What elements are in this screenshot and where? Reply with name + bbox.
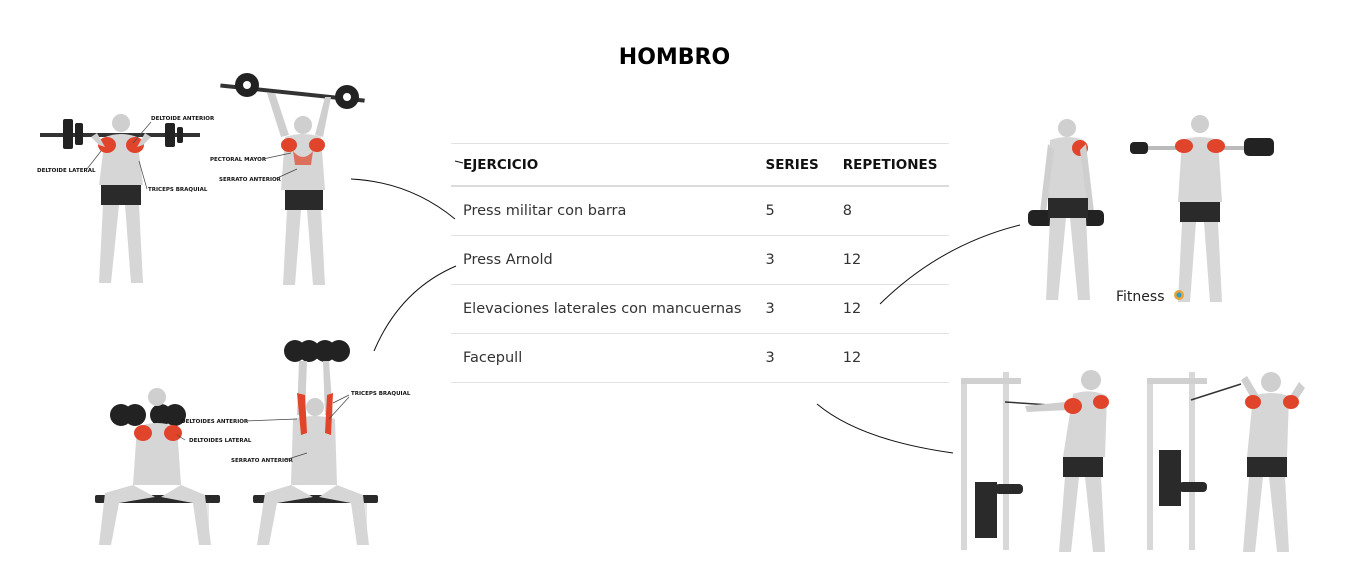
cell-exercise: Elevaciones laterales con mancuernas	[451, 285, 753, 334]
facepull-illustration	[955, 362, 1315, 557]
table-header-row	[451, 144, 949, 187]
cell-exercise: Facepull	[451, 334, 753, 383]
label-deltoide-anterior: DELTOIDE ANTERIOR	[151, 116, 215, 122]
figure-arnold-top	[253, 340, 378, 545]
cell-series: 3	[753, 334, 830, 383]
cell-reps: 12	[831, 334, 950, 383]
header-reps: REPETIONES	[831, 144, 950, 187]
figure-barbell-front-rack	[40, 114, 200, 283]
table-row	[451, 334, 949, 383]
figure-facepull-start	[961, 370, 1109, 552]
table-row	[451, 236, 949, 285]
cell-exercise: Press Arnold	[451, 236, 753, 285]
watermark-text: Fitness	[1116, 289, 1165, 305]
figure-arnold-start	[95, 388, 220, 545]
label-triceps-braquial: TRICEPS BRAQUIAL	[148, 187, 208, 193]
label-serrato-anterior: SERRATO ANTERIOR	[231, 458, 293, 464]
cell-reps: 12	[831, 236, 950, 285]
page-title: HOMBRO	[618, 45, 731, 70]
figure-facepull-end	[1147, 372, 1305, 552]
cell-reps: 8	[831, 186, 950, 236]
cell-series: 5	[753, 186, 830, 236]
cell-series: 3	[753, 285, 830, 334]
cell-exercise: Press militar con barra	[451, 186, 753, 236]
label-deltoides-anterior: DELTOIDES ANTERIOR	[181, 419, 249, 425]
header-exercise: EJERCICIO	[451, 144, 753, 187]
exercise-table	[451, 143, 949, 383]
fitness-watermark	[1116, 289, 1184, 305]
table-row	[451, 285, 949, 334]
military-press-illustration	[35, 65, 370, 295]
label-pectoral-mayor: PECTORAL MAYOR	[210, 157, 267, 163]
cell-reps: 12	[831, 285, 950, 334]
lateral-raise-illustration	[1020, 112, 1285, 312]
cell-series: 3	[753, 236, 830, 285]
table-row	[451, 186, 949, 236]
label-serrato-anterior: SERRATO ANTERIOR	[219, 177, 281, 183]
connector-facepull	[817, 404, 953, 453]
label-deltoides-lateral: DELTOIDES LATERAL	[189, 438, 252, 444]
figure-lateral-raise-start	[1028, 119, 1104, 300]
arnold-press-illustration	[85, 335, 411, 560]
figure-lateral-raise-top	[1130, 115, 1274, 302]
label-deltoide-lateral: DELTOIDE LATERAL	[37, 168, 96, 174]
label-triceps-braquial: TRICEPS BRAQUIAL	[351, 391, 411, 397]
header-series: SERIES	[753, 144, 830, 187]
